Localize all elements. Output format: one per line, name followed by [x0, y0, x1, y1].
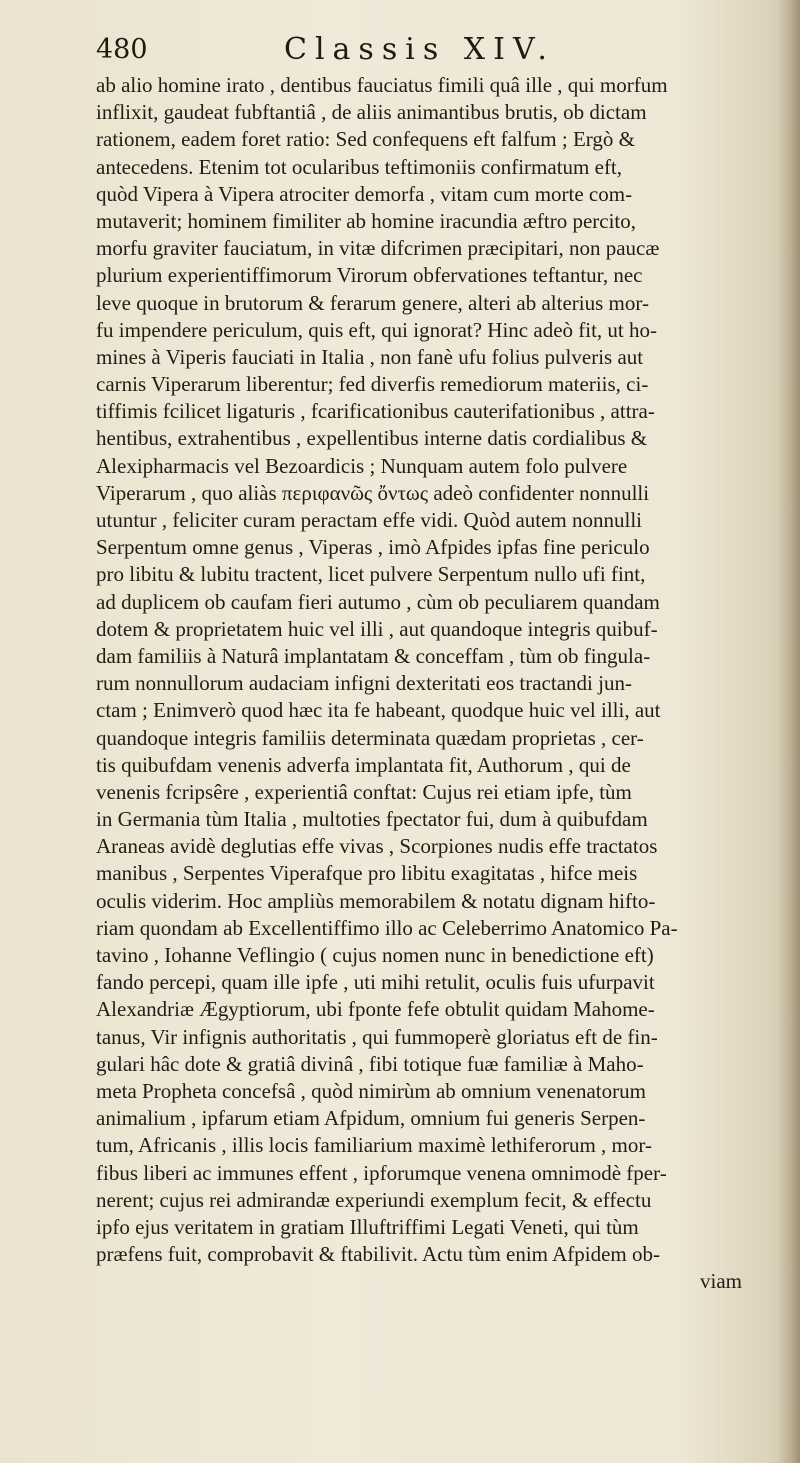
text-line: Araneas avidè deglutias effe vivas , Scorpiones nudis effe tractatos [96, 834, 658, 859]
text-line: hentibus, extrahentibus , expellentibus interne datis cordialibus & [96, 426, 648, 451]
text-line: morfu graviter fauciatum, in vitæ difcrimen præcipitari, non paucæ [96, 236, 660, 261]
page-header [96, 30, 736, 70]
text-line: Viperarum , quo aliàs περιφανῶς ὄντως adeò confidenter nonnulli [96, 480, 650, 505]
text-line: ad duplicem ob caufam fieri autumo , cùm ob peculiarem quandam [96, 589, 660, 614]
text-line: quandoque integris familiis determinata quædam proprietas , cer- [96, 725, 644, 750]
text-line: ipfo ejus veritatem in gratiam Illuftriffimi Legati Veneti, qui tùm [96, 1214, 639, 1239]
text-line: leve quoque in brutorum & ferarum genere, alteri ab alterius mor- [96, 290, 649, 315]
text-line: tum, Africanis , illis locis familiarium maximè lethiferorum , mor- [96, 1133, 652, 1158]
text-line: ab alio homine irato , dentibus fauciatus fimili quâ ille , qui morfum [96, 73, 668, 97]
text-line: mutaverit; hominem fimiliter ab homine iracundia æftro percito, [96, 208, 637, 233]
text-line: ctam ; Enimverò quod hæc ita fe habeant, quodque huic vel illi, aut [96, 698, 661, 723]
catchword: viam [700, 1269, 742, 1294]
text-line: inflixit, gaudeat fubftantiâ , de aliis animantibus brutis, ob dictam [96, 100, 647, 125]
text-line: Serpentum omne genus , Viperas , imò Afpides ipfas fine periculo [96, 535, 650, 560]
text-line: quòd Vipera à Vipera atrociter demorfa , vitam cum morte com- [96, 181, 633, 206]
text-line: fando percepi, quam ille ipfe , uti mihi retulit, oculis fuis ufurpavit [96, 970, 655, 995]
text-line: fu impendere periculum, quis eft, qui ignorat? Hinc adeò fit, ut ho- [96, 317, 658, 342]
text-line: utuntur , feliciter curam peractam effe vidi. Quòd autem nonnulli [96, 508, 643, 532]
text-line: rum nonnullorum audaciam infigni dexteritati eos tractandi jun- [96, 671, 632, 696]
text-line: carnis Viperarum liberentur; fed diverfis remediorum materiis, ci- [96, 372, 649, 397]
text-line: tis quibufdam venenis adverfa implantata fit, Authorum , qui de [96, 752, 631, 777]
text-line: plurium experientiffimorum Virorum obfervationes teftantur, nec [96, 263, 643, 288]
text-line: tavino , Iohanne Veflingio ( cujus nomen nunc in benedictione eft) [96, 943, 654, 967]
text-line: meta Propheta concefsâ , quòd nimirùm ab omnium venenatorum [96, 1078, 646, 1103]
text-line: tanus, Vir infignis authoritatis , qui fummoperè gloriatus eft de fin- [96, 1024, 658, 1049]
text-line: dotem & proprietatem huic vel illi , aut quandoque integris quibuf- [96, 616, 658, 641]
text-line: mines à Viperis fauciati in Italia , non fanè ufu folius pulveris aut [96, 344, 644, 369]
text-line: Alexandriæ Ægyptiorum, ubi fponte fefe obtulit quidam Mahome- [96, 997, 655, 1022]
page-edge-shadow [778, 0, 800, 1463]
text-line: dam familiis à Naturâ implantatam & conceffam , tùm ob fingula- [96, 643, 651, 668]
text-line: præfens fuit, comprobavit & ftabilivit. Actu tùm enim Afpidem ob- [96, 1242, 660, 1267]
text-line: pro libitu & lubitu tractent, licet pulvere Serpentum nullo ufi fint, [96, 562, 646, 587]
text-line: in Germania tùm Italia , multoties fpectator fui, dum à quibufdam [96, 807, 648, 832]
body-text [96, 72, 762, 1295]
text-line: venenis fcripsêre , experientiâ conftat: Cujus rei etiam ipfe, tùm [96, 779, 632, 804]
text-line: fibus liberi ac immunes effent , ipforumque venena omnimodè fper- [96, 1160, 667, 1185]
text-line: rationem, eadem foret ratio: Sed confequens eft falfum ; Ergò & [96, 127, 636, 152]
text-line: manibus , Serpentes Viperafque pro libitu exagitatas , hifce meis [96, 861, 638, 886]
text-line: animalium , ipfarum etiam Afpidum, omnium fui generis Serpen- [96, 1106, 646, 1131]
text-line: riam quondam ab Excellentiffimo illo ac Celeberrimo Anatomico Pa- [96, 915, 678, 940]
text-line: gulari hâc dote & gratiâ divinâ , fibi totique fuæ familiæ à Maho- [96, 1051, 644, 1076]
text-line: oculis viderim. Hoc ampliùs memorabilem & notatu dignam hifto- [96, 888, 656, 913]
running-title: Classis XIV. [284, 32, 555, 67]
text-line: nerent; cujus rei admirandæ experiundi exemplum fecit, & effectu [96, 1187, 652, 1212]
text-line: Alexipharmacis vel Bezoardicis ; Nunquam autem folo pulvere [96, 453, 628, 478]
page-number: 480 [96, 34, 148, 65]
text-line: antecedens. Etenim tot ocularibus teftimoniis confirmatum eft, [96, 154, 623, 179]
text-line: tiffimis fcilicet ligaturis , fcarificationibus cauterifationibus , attra- [96, 399, 655, 424]
